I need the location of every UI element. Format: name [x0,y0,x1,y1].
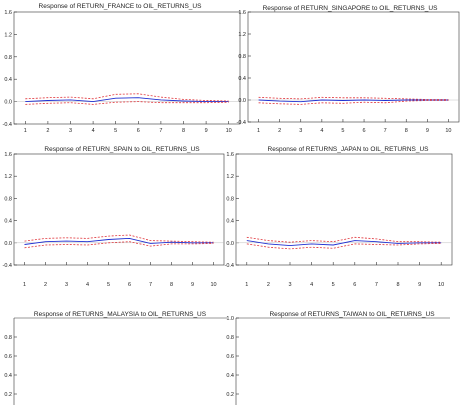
x-tick-label: 6 [362,128,366,134]
x-tick-label: 3 [288,282,292,288]
x-tick-label: 10 [438,282,445,288]
y-tick-label: 0.4 [4,373,12,379]
y-tick-label: 1.6 [226,152,234,158]
x-tick-label: 5 [331,282,335,288]
chart-title: Response of RETURNS_MALAYSIA to OIL_RETURNS_US [33,311,207,318]
chart-panel-1 [3,3,240,134]
x-tick-label: 8 [396,282,400,288]
x-tick-label: 1 [23,128,27,134]
y-tick-label: 1.2 [4,174,12,181]
x-tick-label: 3 [299,128,303,134]
y-tick-label: 0.4 [4,218,12,225]
chart-title: Response of RETURNS_TAIWAN to OIL_RETURNS_US [269,311,435,318]
x-tick-label: 2 [266,282,270,288]
x-tick-label: 4 [85,282,90,288]
x-tick-label: 5 [114,128,118,134]
y-tick-label: 0.4 [238,76,246,82]
band-line-upper [259,97,449,99]
y-tick-label: 1.0 [226,316,234,322]
chart-title: Response of RETURN_SINGAPORE to OIL_RETURNS_US [262,5,438,12]
y-tick-label: 1.6 [4,10,12,16]
chart-title: Response of RETURNS_JAPAN to OIL_RETURNS_US [267,146,429,153]
x-tick-label: 6 [353,282,357,288]
plot-frame [14,12,240,124]
y-tick-label: 0.4 [4,77,12,84]
y-tick-label: -0.4 [236,120,246,126]
y-tick-label: 0.6 [226,354,234,360]
y-tick-label: -0.4 [2,122,12,128]
plot-frame [248,12,459,122]
chart-panel-5 [4,311,227,405]
y-tick-label: -0.4 [2,263,12,269]
x-tick-label: 2 [43,282,48,288]
x-tick-label: 6 [127,282,132,288]
x-tick-label: 2 [46,128,50,134]
x-tick-label: 7 [148,282,153,288]
x-tick-label: 7 [374,282,378,288]
x-tick-label: 8 [169,282,174,288]
y-tick-label: 0.0 [226,240,234,247]
y-tick-label: 0.8 [238,54,246,60]
x-tick-label: 1 [257,128,261,134]
x-tick-label: 7 [383,128,387,134]
y-tick-label: 0.8 [226,196,234,203]
y-tick-label: 1.2 [4,32,12,39]
x-tick-label: 10 [210,282,217,288]
x-tick-label: 1 [22,282,27,288]
y-tick-label: 0.8 [4,335,12,341]
y-tick-label: 1.2 [238,32,246,38]
x-tick-label: 10 [445,128,452,134]
x-tick-label: 3 [64,282,69,288]
y-tick-label: 0.2 [4,392,12,398]
chart-title: Response of RETURN_SPAIN to OIL_RETURNS_US [44,146,200,153]
x-tick-label: 4 [320,128,324,134]
x-tick-label: 6 [136,128,140,134]
x-tick-label: 5 [106,282,111,288]
x-tick-label: 7 [159,128,163,134]
y-tick-label: 0.0 [4,240,12,247]
x-tick-label: 4 [310,282,314,288]
chart-title: Response of RETURN_FRANCE to OIL_RETURNS_US [38,3,202,10]
y-tick-label: 0.8 [4,54,12,61]
x-tick-label: 4 [91,128,95,134]
x-tick-label: 9 [204,128,208,134]
chart-panel-4 [225,146,452,288]
band-line-upper [247,237,441,242]
x-tick-label: 8 [181,128,186,134]
x-tick-label: 9 [418,282,422,288]
chart-panel-3 [3,146,224,288]
x-tick-label: 5 [341,128,345,134]
x-tick-label: 1 [245,282,249,288]
x-tick-label: 8 [404,128,408,134]
y-tick-label: 0.6 [4,354,12,360]
chart-panel-6 [226,311,450,405]
x-tick-label: 9 [425,128,429,134]
x-tick-label: 3 [68,128,73,134]
y-tick-label: 1.2 [226,174,234,181]
y-tick-label: 1.6 [238,10,246,16]
y-tick-label: 0.4 [226,218,234,225]
plot-frame [236,154,452,265]
y-tick-label: -0.4 [224,263,234,269]
x-tick-label: 2 [278,128,282,134]
x-tick-label: 10 [225,128,232,134]
response-line [25,98,228,102]
y-tick-label: 0.0 [238,98,246,104]
plot-frame [14,154,224,265]
band-line-lower [25,102,228,105]
y-tick-label: 0.4 [226,373,234,379]
chart-panel-2 [237,5,459,134]
y-tick-label: 0.2 [226,392,234,398]
y-tick-label: 0.0 [4,99,12,106]
y-tick-label: 1.6 [4,152,12,158]
y-tick-label: 0.8 [226,335,234,341]
y-tick-label: 0.8 [4,196,12,203]
x-tick-label: 9 [190,282,195,288]
